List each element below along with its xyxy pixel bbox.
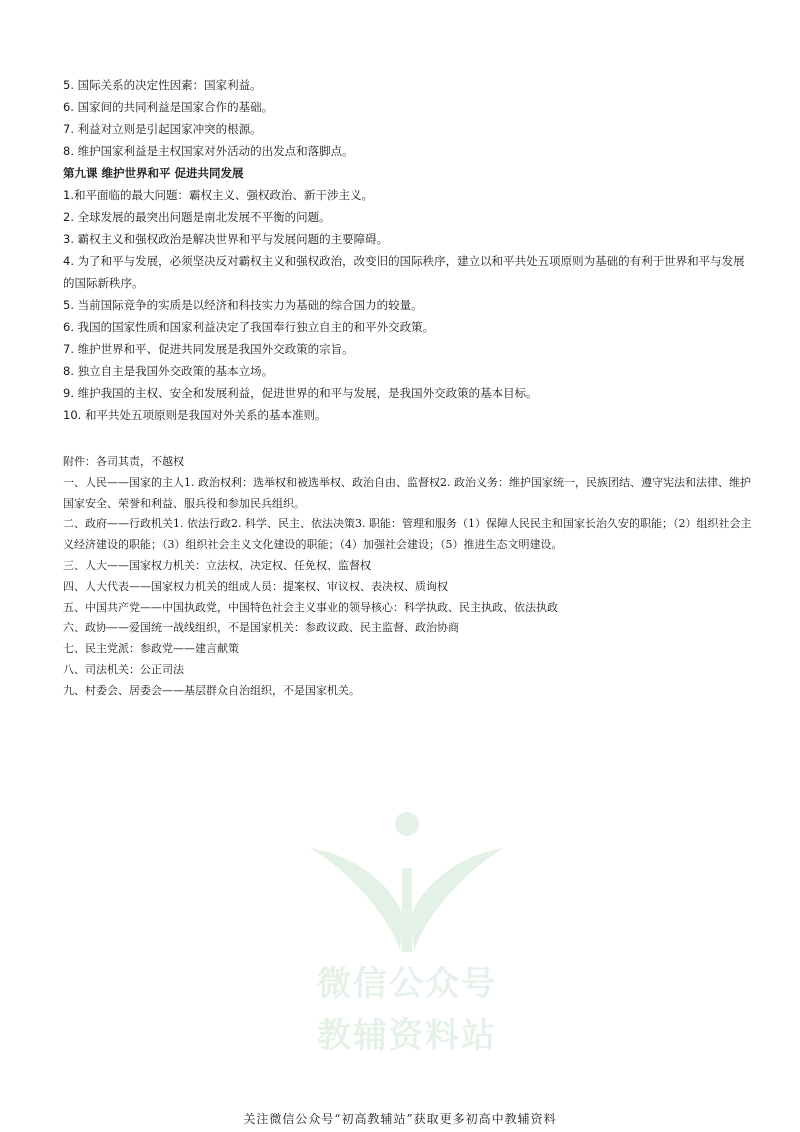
- list-item: 8. 独立自主是我国外交政策的基本立场。: [63, 364, 274, 378]
- list-item: 2. 全球发展的最突出问题是南北发展不平衡的问题。: [63, 210, 331, 224]
- watermark: [292, 808, 522, 1056]
- text-line: 5. 国际关系的决定性因素：国家利益。: [63, 78, 262, 92]
- text-line: 8. 维护国家利益是主权国家对外活动的出发点和落脚点。: [63, 144, 354, 158]
- appendix-item: 一、人民——国家的主人1. 政治权利：选举权和被选举权、政治自由、监督权2. 政治义务：维护国家统一，民族团结、遵守宪法和法律、维护国家安全、荣誉和利益、服兵役和参加民兵组织。: [63, 475, 751, 510]
- list-item: 6. 我国的国家性质和国家利益决定了我国奉行独立自主的和平外交政策。: [63, 320, 435, 334]
- text-line: 6. 国家间的共同利益是国家合作的基础。: [63, 100, 274, 114]
- appendix-item: 四、人大代表——国家权力机关的组成人员：提案权、审议权、表决权、质询权: [63, 579, 448, 593]
- appendix-item: 九、村委会、居委会——基层群众自治组织，不是国家机关。: [63, 683, 360, 697]
- watermark-text-line2: 教辅资料站: [317, 1016, 497, 1056]
- list-item: 7. 维护世界和平、促进共同发展是我国外交政策的宗旨。: [63, 342, 354, 356]
- lesson-content: [63, 74, 753, 426]
- lesson-heading: 第九课 维护世界和平 促进共同发展: [63, 166, 244, 180]
- appendix-item: 五、中国共产党——中国执政党，中国特色社会主义事业的领导核心：科学执政、民主执政、依法执政: [63, 600, 558, 614]
- list-item: 4. 为了和平与发展，必须坚决反对霸权主义和强权政治，改变旧的国际秩序，建立以和平共处五项原则为基础的有利于世界和平与发展的国际新秩序。: [63, 254, 745, 290]
- list-item: 10. 和平共处五项原则是我国对外关系的基本准则。: [63, 408, 327, 422]
- watermark-text-line1: 微信公众号: [317, 964, 497, 1004]
- appendix: [63, 452, 753, 702]
- appendix-item: 八、司法机关：公正司法: [63, 662, 184, 676]
- list-item: 9. 维护我国的主权、安全和发展利益，促进世界的和平与发展，是我国外交政策的基本目标。: [63, 386, 538, 400]
- page-footer: 关注微信公众号“初高教辅站”获取更多初高中教辅资料: [243, 1112, 557, 1126]
- appendix-item: 七、民主党派：参政党——建言献策: [63, 642, 239, 656]
- list-item: 3. 霸权主义和强权政治是解决世界和平与发展问题的主要障碍。: [63, 232, 389, 246]
- list-item: 5. 当前国际竞争的实质是以经济和科技实力为基础的综合国力的较量。: [63, 298, 423, 312]
- sprout-logo-icon: [292, 808, 522, 958]
- text-line: 7. 利益对立则是引起国家冲突的根源。: [63, 122, 262, 136]
- list-item: 1.和平面临的最大问题：霸权主义、强权政治、新干涉主义。: [63, 188, 373, 202]
- appendix-title: 附件：各司其责，不越权: [63, 455, 184, 468]
- appendix-item: 三、人大——国家权力机关：立法权、决定权、任免权、监督权: [63, 558, 371, 572]
- appendix-item: 二、政府——行政机关1. 依法行政2. 科学、民主、依法决策3. 职能：管理和服务（1）保障人民民主和国家长治久安的职能；（2）组织社会主义经济建设的职能；（3）组织社会主义文化建设的职能；（4）加强社会建设；（5）推进生态文明建设。: [63, 517, 752, 552]
- appendix-item: 六、政协——爱国统一战线组织，不是国家机关：参政议政、民主监督、政治协商: [63, 621, 459, 635]
